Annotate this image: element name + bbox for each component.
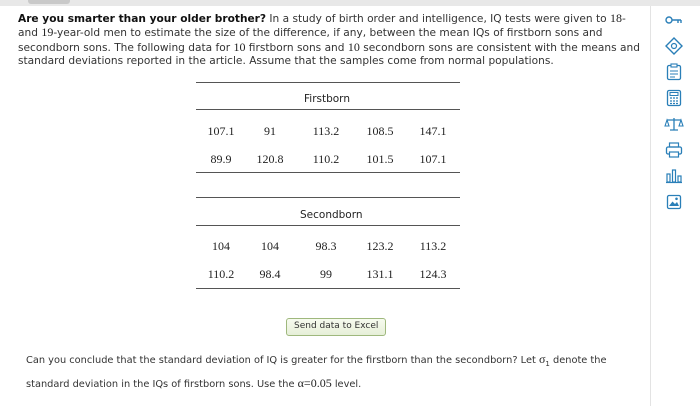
table-cell: 101.5: [366, 152, 394, 166]
secondborn-top-rule: [196, 197, 460, 198]
problem-area: [0, 6, 650, 406]
send-to-excel-button[interactable]: Send data to Excel: [286, 318, 386, 336]
scale-icon[interactable]: [664, 114, 684, 134]
firstborn-top-rule: [196, 82, 460, 83]
table-cell: 98.3: [315, 239, 337, 253]
table-cell: 104: [261, 239, 279, 253]
image-icon[interactable]: [664, 192, 684, 212]
problem-statement: Are you smarter than your older brother? In a study of birth order and intelligence, IQ tests were given to 18- and 19-year-old men to estimate the size of the difference, if any, between the mean IQs of firstborn sons and secondborn sons. The following data for 10 firstborn sons and 10 secondborn sons are consistent with the means and standard deviations reported in the article. Assume that the samples come from normal populations.: [18, 11, 640, 67]
calculator-icon[interactable]: [664, 88, 684, 108]
firstborn-title: Firstborn: [304, 93, 350, 105]
table-cell: 98.4: [259, 267, 281, 281]
table-cell: 147.1: [419, 124, 447, 138]
problem-title: Are you smarter than your older brother?: [18, 13, 267, 25]
table-cell: 91: [264, 124, 276, 138]
table-cell: 89.9: [210, 152, 232, 166]
table-cell: 113.2: [419, 239, 447, 253]
table-cell: 124.3: [419, 267, 447, 281]
secondborn-title: Secondborn: [300, 209, 363, 221]
table-cell: 104: [212, 239, 230, 253]
table-cell: 107.1: [419, 152, 447, 166]
clipboard-icon[interactable]: [664, 62, 684, 82]
table-cell: 110.2: [312, 152, 340, 166]
alpha-symbol: α: [297, 375, 304, 390]
table-cell: 131.1: [366, 267, 394, 281]
question-tab[interactable]: [28, 0, 70, 4]
settings-diamond-icon[interactable]: [664, 36, 684, 56]
table-cell: 113.2: [312, 124, 340, 138]
table-cell: 108.5: [366, 124, 394, 138]
secondborn-header-rule: [196, 225, 460, 226]
table-cell: 110.2: [207, 267, 235, 281]
secondborn-bottom-rule: [196, 288, 460, 289]
table-cell: 120.8: [256, 152, 284, 166]
table-cell: 123.2: [366, 239, 394, 253]
tools-sidebar: [650, 6, 700, 406]
printer-icon[interactable]: [664, 140, 684, 160]
table-cell: 107.1: [207, 124, 235, 138]
question-text: Can you conclude that the standard deviation of IQ is greater for the firstborn than the secondborn? Let $\sigma_1$ denote the standard deviation in the IQs of firstborn sons. Use the α=0.05 level.: [26, 352, 607, 390]
key-icon[interactable]: [664, 10, 684, 30]
bar-chart-icon[interactable]: [664, 166, 684, 186]
firstborn-bottom-rule: [196, 172, 460, 173]
firstborn-header-rule: [196, 109, 460, 110]
sigma-symbol: σ: [538, 352, 546, 366]
table-cell: 99: [320, 267, 332, 281]
